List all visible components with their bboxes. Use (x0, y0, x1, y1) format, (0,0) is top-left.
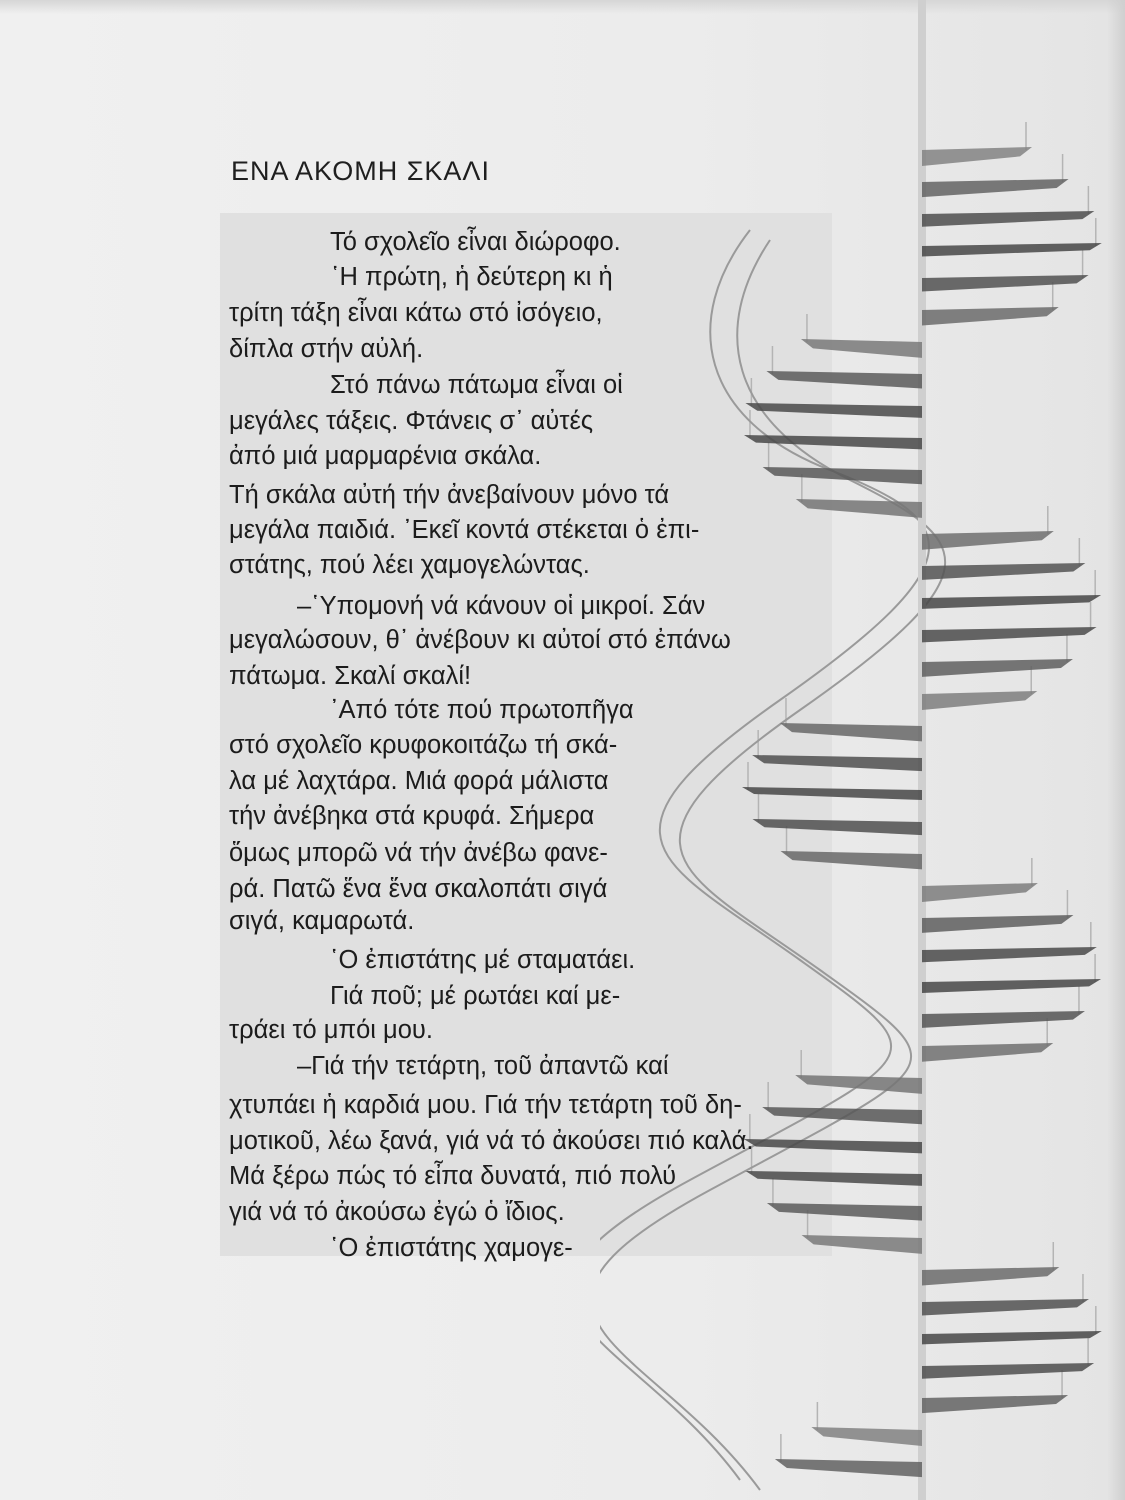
stair-tread (795, 1075, 922, 1094)
text-line: μοτικοῦ, λέω ξανά, γιά νά τό ἀκούσει πιό καλά. (229, 1127, 754, 1155)
text-line: ῾Ο ἐπιστάτης χαμογε- (330, 1234, 573, 1262)
stair-tread (744, 1139, 922, 1153)
stair-tread (922, 1043, 1053, 1062)
stair-tread (745, 403, 922, 418)
text-line: μεγάλες τάξεις. Φτάνεις σ᾽ αὐτές (229, 407, 594, 435)
text-line: Μά ξέρω πώς τό εἶπα δυνατά, πιό πολύ (229, 1162, 677, 1190)
text-line: τράει τό μπόι μου. (229, 1016, 433, 1044)
stair-tread (767, 1203, 922, 1221)
stair-tread (752, 755, 922, 771)
stair-tread (922, 883, 1038, 902)
text-line: γιά νά τό ἀκούσω ἐγώ ὁ ἴδιος. (229, 1198, 565, 1226)
stair-tread (922, 179, 1069, 197)
stair-tread (922, 531, 1054, 550)
stair-tread (922, 627, 1097, 642)
page-title: ΕΝΑ ΑΚΟΜΗ ΣΚΑΛΙ (231, 156, 490, 186)
stair-tread (922, 307, 1059, 326)
text-line: –῾Υπομονή νά κάνουν οἱ μικροί. Σάν (297, 592, 706, 620)
text-line: Στό πάνω πάτωμα εἶναι οἱ (330, 371, 623, 399)
stair-tread (796, 499, 922, 518)
text-line: στάτης, πού λέει χαμογελώντας. (229, 551, 590, 579)
stair-tread (922, 595, 1101, 609)
stair-tread (922, 563, 1085, 580)
text-line: ἀπό μιά μαρμαρένια σκάλα. (229, 442, 542, 470)
text-line: τήν ἀνέβηκα στά κρυφά. Σήμερα (229, 802, 595, 830)
stair-tread (811, 1427, 922, 1446)
text-line: λα μέ λαχτάρα. Μιά φορά μάλιστα (229, 767, 609, 795)
stair-tread (762, 1107, 922, 1124)
stair-tread (766, 371, 922, 389)
stair-tread (746, 1171, 922, 1186)
stair-tread (922, 915, 1073, 933)
text-line: ρά. Πατῶ ἕνα ἕνα σκαλοπάτι σιγά (229, 875, 608, 903)
stair-tread (922, 979, 1101, 993)
text-line: Τή σκάλα αὐτή τήν ἀνεβαίνουν μόνο τά (229, 481, 670, 509)
stair-tread (922, 1363, 1094, 1379)
text-line: Τό σχολεῖο εἶναι διώροφο. (330, 228, 621, 256)
stair-tread (922, 211, 1094, 227)
stair-tread (752, 819, 922, 835)
text-line: τρίτη τάξη εἶναι κάτω στό ἰσόγειο, (229, 299, 603, 327)
text-line: ῾Ο ἐπιστάτης μέ σταματάει. (330, 946, 636, 974)
stair-tread (781, 851, 922, 869)
text-line: –Γιά τήν τετάρτη, τοῦ ἀπαντῶ καί (297, 1052, 669, 1080)
text-line: μεγάλα παιδιά. ᾽Εκεῖ κοντά στέκεται ὁ ἐπι- (229, 516, 700, 544)
stair-tread (922, 659, 1073, 677)
stair-tread (922, 1267, 1059, 1286)
text-line: μεγαλώσουν, θ᾽ ἀνέβουν κι αὐτοί στό ἐπάνω (229, 626, 731, 654)
stair-tread (922, 1011, 1085, 1028)
stair-tread (922, 243, 1102, 256)
stair-tread (922, 947, 1097, 962)
text-line: ῾Η πρώτη, ἡ δεύτερη κι ἡ (331, 263, 613, 291)
text-line: πάτωμα. Σκαλί σκαλί! (229, 662, 472, 690)
text-line: δίπλα στήν αὐλή. (229, 335, 424, 363)
text-line: ᾽Από τότε πού πρωτοπῆγα (330, 696, 634, 724)
stair-tread (922, 1299, 1089, 1315)
stair-tread (922, 275, 1089, 292)
stair-tread (763, 467, 922, 484)
text-line: χτυπάει ἡ καρδιά μου. Γιά τήν τετάρτη τοῦ δη- (229, 1091, 742, 1119)
stair-tread (775, 1459, 922, 1477)
stair-tread (744, 435, 922, 449)
spiral-staircase-illustration (600, 0, 1125, 1500)
stair-tread (922, 1331, 1102, 1344)
stair-tread (922, 1395, 1068, 1413)
stair-tread (780, 723, 922, 741)
stair-tread (802, 1235, 922, 1254)
stair-tread (801, 339, 922, 358)
stair-tread (742, 787, 922, 800)
stair-tread (922, 147, 1032, 166)
text-line: στό σχολεῖο κρυφοκοιτάζω τή σκά- (229, 731, 618, 759)
text-line: Γιά ποῦ; μέ ρωτάει καί με- (330, 982, 621, 1010)
text-line: σιγά, καμαρωτά. (229, 907, 415, 935)
stair-tread (922, 691, 1037, 710)
text-line: ὅμως μπορῶ νά τήν ἀνέβω φανε- (229, 839, 608, 867)
